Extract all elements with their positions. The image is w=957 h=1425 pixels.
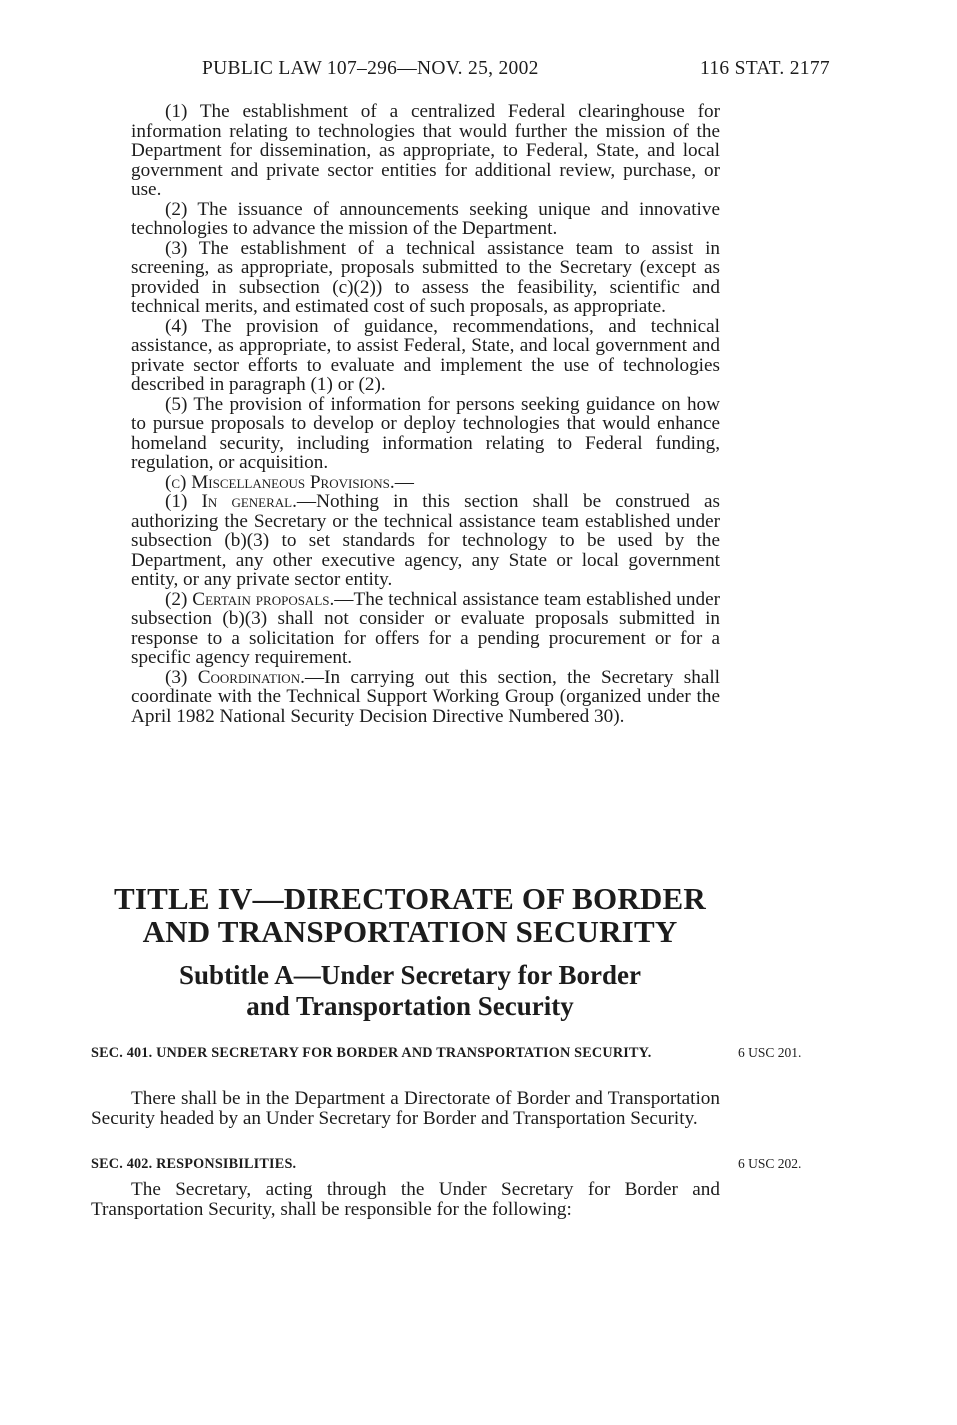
paragraph-c3: [131, 668, 720, 727]
paragraph-c1-label: (1) In general.—: [165, 491, 317, 512]
paragraph-c3-label: (3) Coordination.—: [165, 666, 325, 688]
paragraph-c1: [131, 492, 720, 590]
subtitle-heading: [80, 960, 740, 1022]
title-heading-line2: AND TRANSPORTATION SECURITY: [142, 914, 678, 949]
paragraph-c2: [131, 590, 720, 668]
paragraph-b5: (5) The provision of information for persons seeking guidance on how to pursue proposals to develop or deploy technologies that would enhance homeland security, including information relating to Federal funding, regulation, or acquisition.: [131, 393, 720, 473]
title-heading: [80, 882, 740, 948]
sec-402-margin-note: 6 USC 202.: [738, 1156, 802, 1171]
subtitle-heading-line2: and Transportation Security: [246, 991, 574, 1021]
paragraph-b4: (4) The provision of guidance, recommendations, and technical assistance, as appropriate, to assist Federal, State, and local government and private sector efforts to evaluate and implement the use of technologies described in paragraph (1) or (2).: [131, 315, 720, 395]
paragraph-b3: (3) The establishment of a technical assistance team to assist in screening, as appropriate, proposals submitted to the Secretary (except as provided in subsection (c)(2)) to assess the feasibility, scientific and technical merits, and estimated cost of such proposals, as appropriate.: [131, 237, 720, 317]
paragraph-c2-label: (2) Certain proposals.—: [165, 588, 354, 610]
title-heading-line1: TITLE IV—DIRECTORATE OF BORDER: [114, 881, 706, 916]
paragraph-b1: (1) The establishment of a centralized Federal clearinghouse for information relating to technologies that would further the mission of the Department for dissemination, as appropriate, to Federal, State, and local government and private sector entities for additional review, purchase, or use.: [131, 101, 720, 200]
running-header-law: PUBLIC LAW 107–296—NOV. 25, 2002: [202, 58, 539, 79]
paragraph-c1-text: Nothing in this section shall be construed as authorizing the Secretary or the technical assistance team established under subsection (b)(3) to set standards for technology to be used by the Department, any other executive agency, any State or local government entity, or any private sector entity.: [131, 491, 720, 590]
paragraph-c3-text: In carrying out this section, the Secretary shall coordinate with the Technical Support Working Group (organized under the April 1982 National Security Decision Directive Numbered 30).: [131, 666, 720, 727]
sec-402-heading: SEC. 402. RESPONSIBILITIES.: [91, 1156, 297, 1172]
paragraph-c2-text: The technical assistance team established under subsection (b)(3) shall not consider or evaluate proposals submitted in response to a solicitation for offers for a pending procurement or for a specific agency requirement.: [131, 588, 720, 668]
section-body: [131, 102, 720, 726]
subsection-c-heading: (c) Miscellaneous Provisions.—: [165, 471, 414, 493]
sec-402-text: The Secretary, acting through the Under Secretary for Border and Transportation Security, shall be responsible for the following:: [91, 1179, 720, 1220]
sec-401-margin-note: 6 USC 201.: [738, 1045, 802, 1060]
running-header-stat: 116 STAT. 2177: [700, 58, 830, 79]
sec-401-heading: SEC. 401. UNDER SECRETARY FOR BORDER AND TRANSPORTATION SECURITY.: [91, 1045, 652, 1061]
paragraph-b2: (2) The issuance of announcements seeking unique and innovative technologies to advance the mission of the Department.: [131, 198, 720, 239]
subtitle-heading-line1: Subtitle A—Under Secretary for Border: [179, 960, 641, 990]
sec-401-text: There shall be in the Department a Directorate of Border and Transportation Security headed by an Under Secretary for Border and Transportation Security.: [91, 1088, 720, 1129]
